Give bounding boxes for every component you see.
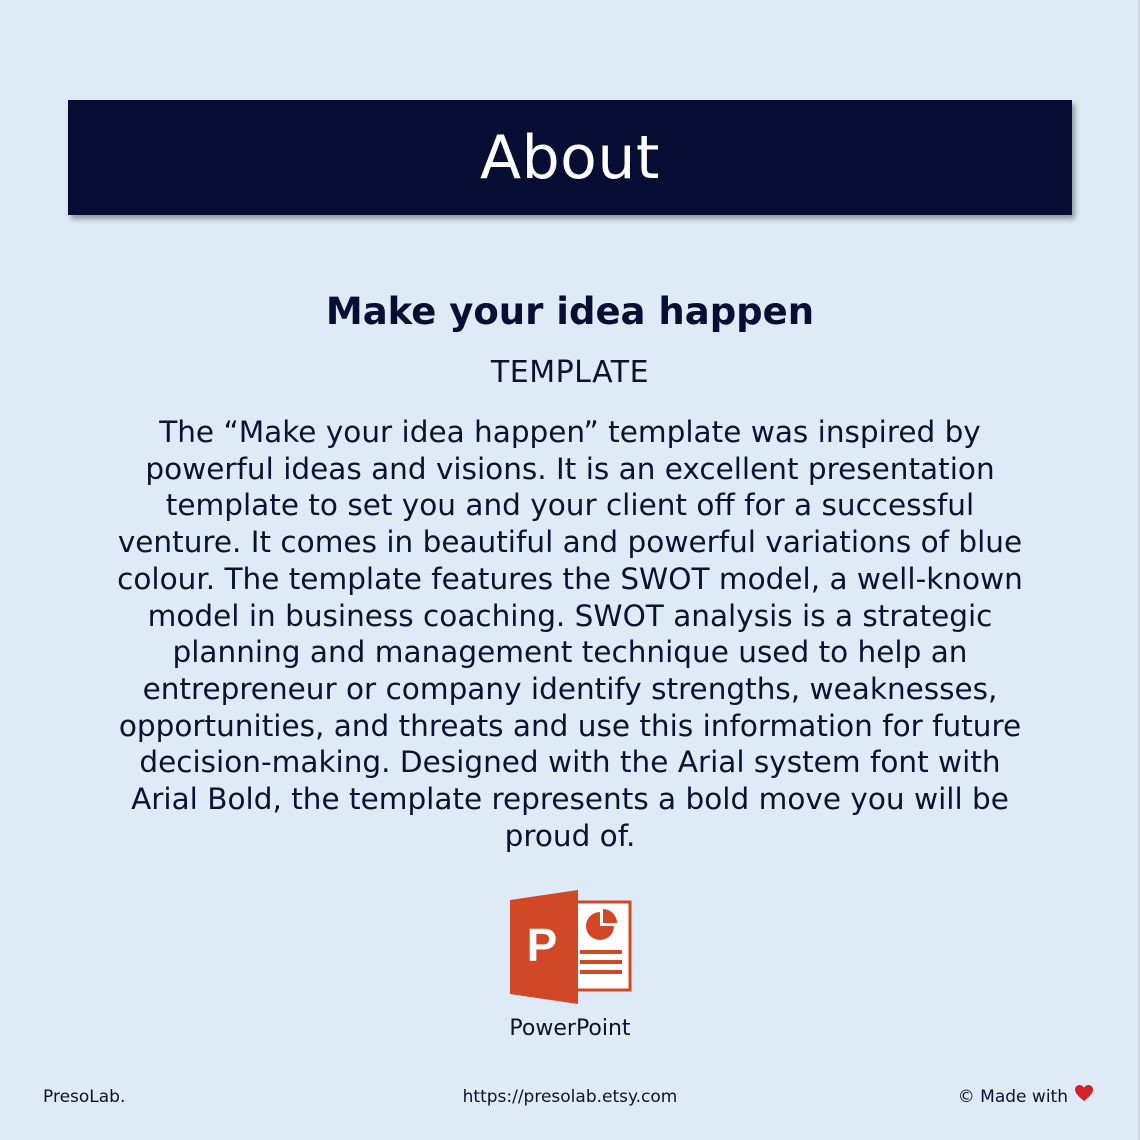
footer-url[interactable]: https://presolab.etsy.com [462,1087,678,1107]
banner-title: About [480,122,660,193]
powerpoint-label: PowerPoint [509,1016,631,1041]
footer-brand: PresoLab. [43,1087,126,1107]
title-banner [68,100,1072,215]
powerpoint-icon [508,888,632,1006]
heading: Make your idea happen [325,290,815,333]
footer-credit-text: © Made with [957,1087,1068,1107]
heart-icon [1074,1084,1094,1102]
kicker-label: TEMPLATE [490,355,650,390]
powerpoint-letter: P [526,919,558,971]
footer-credit [958,1087,1094,1107]
description-paragraph: The “Make your idea happen” template was inspired by powerful ideas and visions. It is an excellent presentation template to set you and your client off for a successful venture. It comes in beautiful and powerful variations of blue colour. The template features the SWOT model, a well-known model in business coaching. SWOT analysis is a strategic planning and management technique used to help an entrepreneur or company identify strengths, weaknesses, opportunities, and threats and use this information for future decision-making. Designed with the Arial system font with Arial Bold, the template represents a bold move you will be proud of. [117,415,1023,853]
